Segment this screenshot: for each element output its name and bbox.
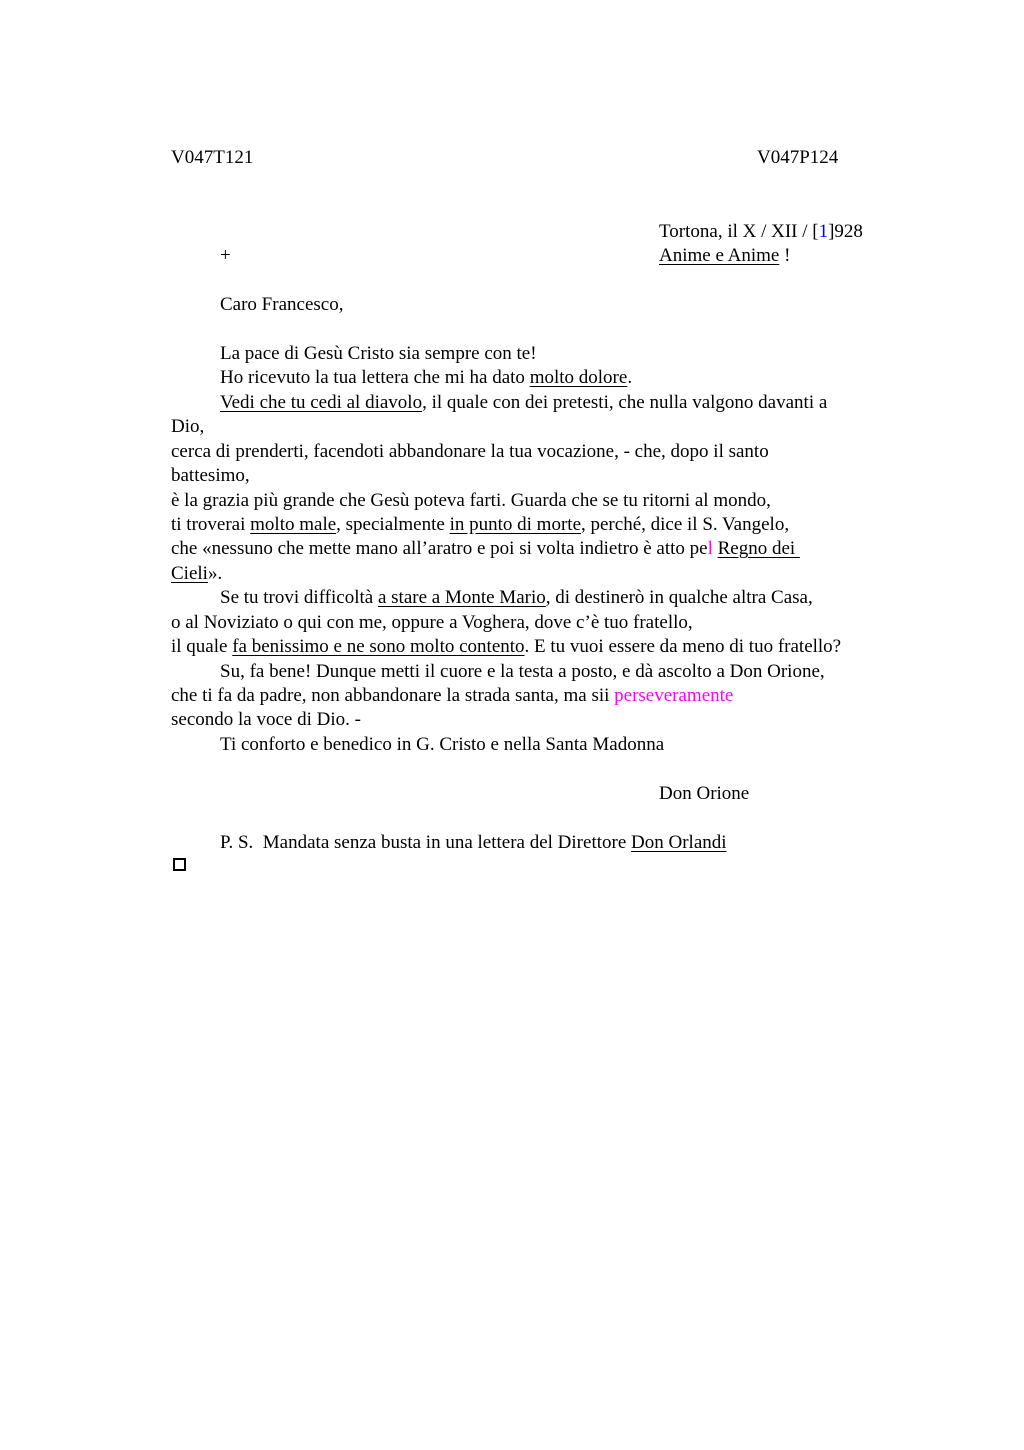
- underlined-phrase: Vedi che tu cedi al diavolo: [220, 392, 423, 413]
- text-span: il quale: [171, 636, 233, 657]
- body-line-12: o al Noviziato o qui con me, oppure a Voghera, dove c’è tuo fratello,: [171, 612, 693, 633]
- place-date: [659, 220, 863, 244]
- text-span: .: [627, 367, 633, 388]
- cross-mark: +: [220, 245, 231, 266]
- place-date-part: Tortona, il X / XII / [: [659, 221, 819, 242]
- end-box-mark: [173, 858, 186, 871]
- underlined-phrase: a stare a Monte Mario: [377, 587, 546, 608]
- text-span: , il quale con dei pretesti, che nulla valgono davanti a: [422, 392, 828, 413]
- text-span: Ho ricevuto la tua lettera che mi ha dato: [220, 367, 530, 388]
- body-line-2: [220, 366, 632, 390]
- text-span: , perché, dice il S. Vangelo,: [581, 514, 790, 535]
- text-span: . E tu vuoi essere da meno di tuo fratello?: [524, 636, 842, 657]
- underlined-phrase: fa benissimo e ne sono molto contento: [232, 636, 525, 657]
- document-code-left: V047T121: [171, 147, 254, 168]
- body-line-14: Su, fa bene! Dunque metti il cuore e la testa a posto, e dà ascolto a Don Orione,: [220, 661, 825, 682]
- postscript-name: Don Orlandi: [631, 832, 727, 853]
- document-code-right: V047P124: [757, 147, 839, 168]
- text-span: , specialmente: [336, 514, 450, 535]
- motto-text: Anime e Anime: [659, 245, 780, 266]
- body-line-1: La pace di Gesù Cristo sia sempre con te!: [220, 343, 537, 364]
- underlined-phrase: in punto di morte: [449, 514, 581, 535]
- underlined-phrase: molto dolore: [529, 367, 628, 388]
- body-line-13: [171, 635, 841, 659]
- text-span: che ti fa da padre, non abbandonare la strada santa, ma sii: [171, 685, 615, 706]
- body-line-6: battesimo,: [171, 465, 250, 486]
- text-span: ti troverai: [171, 514, 251, 535]
- body-line-5: cerca di prenderti, facendoti abbandonare la tua vocazione, - che, dopo il santo: [171, 441, 769, 462]
- text-span: ».: [207, 563, 223, 584]
- body-line-15: [171, 684, 733, 708]
- body-line-3: [220, 391, 827, 415]
- salutation: Caro Francesco,: [220, 294, 344, 315]
- body-line-9: [171, 537, 800, 561]
- editorial-bracket-digit: 1: [818, 221, 829, 242]
- body-line-11: [220, 586, 813, 610]
- body-line-10: [171, 562, 222, 586]
- body-line-17: Ti conforto e benedico in G. Cristo e nella Santa Madonna: [220, 734, 665, 755]
- postscript: [220, 831, 727, 855]
- motto: [659, 244, 790, 268]
- text-span: , di destinerò in qualche altra Casa,: [545, 587, 813, 608]
- signature: Don Orione: [659, 783, 750, 804]
- body-line-7: è la grazia più grande che Gesù poteva farti. Guarda che se tu ritorni al mondo,: [171, 490, 771, 511]
- editorial-insertion: l: [707, 538, 713, 559]
- text-span: Se tu trovi difficoltà: [220, 587, 378, 608]
- body-line-4: Dio,: [171, 416, 205, 437]
- postscript-text: P. S. Mandata senza busta in una lettera del Direttore: [220, 832, 632, 853]
- text-span: che «nessuno che mette mano all’aratro e poi si volta indietro è atto pe: [171, 538, 708, 559]
- motto-suffix: !: [779, 245, 791, 266]
- place-date-year: ]928: [828, 221, 863, 242]
- underlined-phrase: molto male: [250, 514, 337, 535]
- underlined-phrase: Regno dei: [717, 538, 800, 559]
- body-line-8: [171, 513, 789, 537]
- body-line-16: secondo la voce di Dio. -: [171, 709, 361, 730]
- editorial-insertion: perseveramente: [614, 685, 734, 706]
- underlined-phrase: Cieli: [171, 563, 208, 584]
